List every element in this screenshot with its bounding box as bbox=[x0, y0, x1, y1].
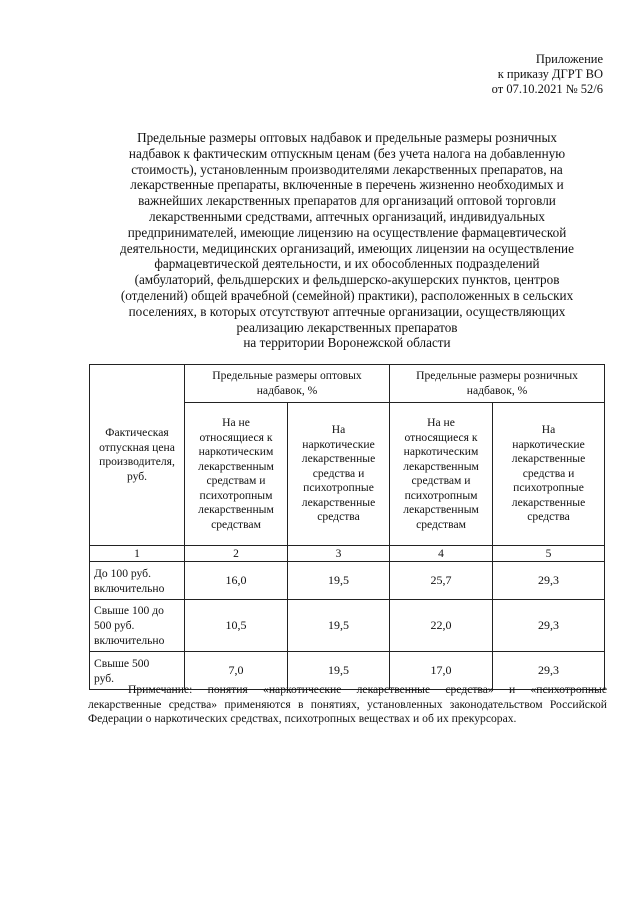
title-line: (отделений) общей врачебной (семейной) практики), расположенных в сельских bbox=[120, 287, 574, 303]
table-row bbox=[90, 562, 605, 600]
header-retail-markups: Предельные размеры розничных надбавок, % bbox=[390, 365, 605, 403]
title-line: реализацию лекарственных препаратов bbox=[236, 319, 458, 335]
value-cell: 19,5 bbox=[288, 562, 390, 600]
price-range-cell: Свыше 100 до 500 руб. включительно bbox=[90, 600, 185, 652]
value-cell: 29,3 bbox=[493, 562, 605, 600]
title-line: предпринимателей, имеющие лицензию на осуществление фармацевтической bbox=[127, 224, 567, 240]
value-cell: 10,5 bbox=[185, 600, 288, 652]
appendix-reference bbox=[492, 52, 603, 97]
title-line: стоимость), установленным производителями лекарственных препаратов, на bbox=[131, 161, 563, 177]
value-cell: 25,7 bbox=[390, 562, 493, 600]
value-cell: 19,5 bbox=[288, 600, 390, 652]
note-text: Примечание: понятия «наркотические лекарственные средства» и «психотропные лекарственные средства» применяются в понятиях, установленных законодательством Российской Федерации о наркотических средствах, психотропных веществах и об их прекурсорах. bbox=[88, 683, 607, 726]
column-number: 1 bbox=[90, 546, 185, 562]
appendix-order: к приказу ДГРТ ВО bbox=[497, 67, 603, 81]
column-number: 2 bbox=[185, 546, 288, 562]
value-cell: 22,0 bbox=[390, 600, 493, 652]
header-manufacturer-price: Фактическая отпускная цена производителя, руб. bbox=[90, 365, 185, 546]
title-line: надбавок к фактическим отпускным ценам (без учета налога на добавленную bbox=[128, 145, 566, 161]
title-line: Предельные размеры оптовых надбавок и предельные размеры розничных bbox=[137, 130, 557, 145]
column-number: 5 bbox=[493, 546, 605, 562]
price-range-cell: До 100 руб. включительно bbox=[90, 562, 185, 600]
value-cell: 19,5 bbox=[288, 652, 390, 690]
column-number-row bbox=[90, 546, 605, 562]
document-title bbox=[88, 130, 606, 351]
title-line: важнейших лекарственных препаратов для организаций оптовой торговли bbox=[138, 193, 556, 209]
value-cell: 17,0 bbox=[390, 652, 493, 690]
markup-rates-table bbox=[89, 364, 605, 690]
title-line: (амбулаторий, фельдшерских и фельдшерско-акушерских пунктов, центров bbox=[134, 272, 560, 288]
value-cell: 29,3 bbox=[493, 600, 605, 652]
title-line: фармацевтической деятельности, и их обособленных подразделений bbox=[154, 256, 540, 272]
title-line: на территории Воронежской области bbox=[243, 335, 451, 351]
value-cell: 7,0 bbox=[185, 652, 288, 690]
table-note bbox=[88, 683, 607, 727]
value-cell: 29,3 bbox=[493, 652, 605, 690]
subheader-retail-non-narcotic: На не относящиеся к наркотическим лекарственным средствам и психотропным лекарственным средствам bbox=[390, 403, 493, 546]
title-line: лекарственные препараты, включенные в перечень жизненно необходимых и bbox=[130, 177, 564, 193]
column-number: 3 bbox=[288, 546, 390, 562]
column-number: 4 bbox=[390, 546, 493, 562]
table-row bbox=[90, 600, 605, 652]
subheader-wholesale-narcotic: На наркотические лекарственные средства и психотропные лекарственные средства bbox=[288, 403, 390, 546]
title-line: лекарственными средствами, аптечных организаций, индивидуальных bbox=[149, 208, 545, 224]
title-line: поселениях, в которых отсутствуют аптечные организации, осуществляющих bbox=[128, 303, 566, 319]
value-cell: 16,0 bbox=[185, 562, 288, 600]
header-wholesale-markups: Предельные размеры оптовых надбавок, % bbox=[185, 365, 390, 403]
title-line: деятельности, медицинских организаций, имеющих лицензии на осуществление bbox=[120, 240, 574, 256]
subheader-wholesale-non-narcotic: На не относящиеся к наркотическим лекарственным средствам и психотропным лекарственным средствам bbox=[185, 403, 288, 546]
appendix-label: Приложение bbox=[535, 52, 603, 66]
subheader-retail-narcotic: На наркотические лекарственные средства и психотропные лекарственные средства bbox=[493, 403, 605, 546]
appendix-date: от 07.10.2021 № 52/6 bbox=[491, 82, 603, 96]
table-header-row bbox=[90, 365, 605, 403]
price-range-cell: Свыше 500 руб. bbox=[90, 652, 185, 690]
